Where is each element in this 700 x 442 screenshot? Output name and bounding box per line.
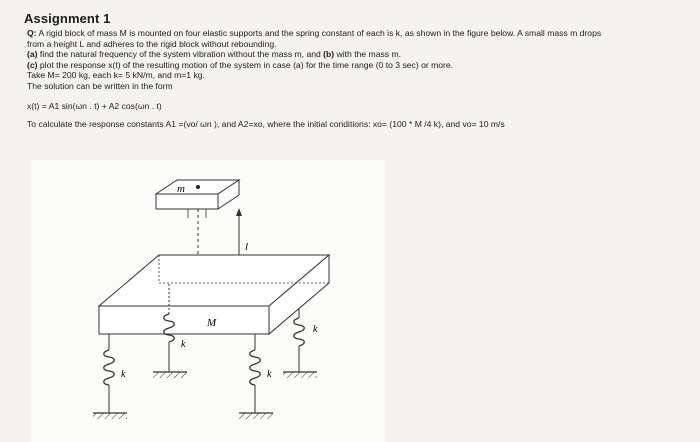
- question-label: Q:: [27, 28, 37, 38]
- problem-statement: [27, 28, 695, 130]
- question-text: A rigid block of mass M is mounted on four elastic supports and the spring constant of each is k, as shown in the figure below. A small mass m drops: [36, 28, 602, 38]
- question-line-1: [27, 28, 695, 39]
- height-label: l: [245, 241, 249, 253]
- spring-label-back-left: k: [181, 339, 186, 350]
- part-c-text: plot the response x(t) of the resulting motion of the system in case (a) for the time range (0 to 3 sec) or more.: [37, 59, 454, 70]
- solution-form-text: The solution can be written in the form: [27, 80, 173, 91]
- constants-text: To calculate the response constants A1 =(vo/ ωn ), and A2=xo, where the initial conditions: xo= (100 * M /4 k), and vo= 10 m/s: [27, 119, 505, 130]
- small-mass-label: m: [177, 183, 185, 195]
- spring-label-back-right: k: [313, 324, 318, 335]
- part-b-text: with the mass m.: [334, 49, 402, 60]
- question-line-2: from a height L and adheres to the rigid block without rebounding.: [27, 38, 277, 49]
- part-b-label: (b): [323, 49, 335, 60]
- page-title: Assignment 1: [24, 11, 111, 26]
- response-equation: x(t) = A1 sin(ωn . t) + A2 cos(ωn . t): [27, 100, 162, 111]
- given-values: Take M= 200 kg, each k= 5 kN/m, and m=1 kg.: [27, 70, 205, 81]
- spring-label-front-left: k: [121, 369, 126, 380]
- system-figure: [31, 160, 385, 442]
- part-c-label: (c): [27, 59, 38, 70]
- part-a-label: (a): [27, 49, 38, 60]
- part-a-line: [27, 49, 695, 60]
- part-a-text: find the natural frequency of the system vibration without the mass m, and: [37, 49, 324, 60]
- spring-label-front-right: k: [267, 369, 272, 380]
- part-c-line: [27, 60, 695, 71]
- block-label: M: [207, 317, 217, 329]
- mass-center-dot: [196, 185, 200, 189]
